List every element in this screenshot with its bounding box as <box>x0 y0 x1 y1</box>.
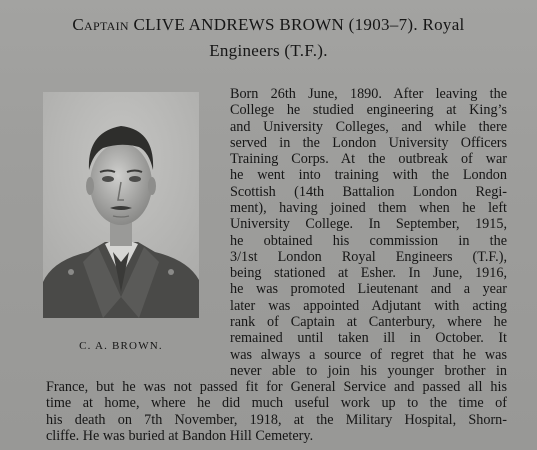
body-line-6: he went into training with the London <box>230 167 507 184</box>
body-line-12: being stationed at Esher. In June, 1916, <box>230 265 507 282</box>
body-line-9: University College. In September, 1915, <box>230 216 507 233</box>
body-line-13: he was promoted Lieutenant and a year <box>230 281 507 298</box>
body-line-22: cliffe. He was buried at Bandon Hill Cemetery. <box>46 428 314 444</box>
body-line-18: never able to join his younger brother in <box>230 362 507 379</box>
body-line-2: College he studied engineering at King’s <box>230 102 507 119</box>
body-line-20: time at home, where he did much useful work up to the time of <box>46 395 507 412</box>
heading-name: CLIVE ANDREWS BROWN (1903–7). Royal <box>133 15 465 34</box>
body-line-17: was always a source of regret that he was <box>230 346 507 363</box>
body-line-15: rank of Captain at Canterbury, where he <box>230 314 507 330</box>
body-line-21: his death on 7th November, 1918, at the Military Hospital, Shorn- <box>46 411 507 428</box>
portrait-photo <box>43 92 199 318</box>
body-line-11: 3/1st London Royal Engineers (T.F.), <box>230 248 507 265</box>
body-line-1: Born 26th June, 1890. After leaving the <box>230 86 507 102</box>
page-heading-line-2: Engineers (T.F.). <box>209 41 328 60</box>
body-line-3: and University Colleges, and while there <box>230 118 507 135</box>
body-line-4: served in the London University Officers <box>230 134 507 151</box>
body-line-10: he obtained his commission in the <box>230 232 507 249</box>
body-line-5: Training Corps. At the outbreak of war <box>230 151 507 168</box>
body-line-7: Scottish (14th Battalion London Regi- <box>230 183 507 200</box>
body-line-19: France, but he was not passed fit for General Service and passed all his <box>46 379 507 396</box>
heading-rank: Captain <box>72 15 129 34</box>
body-line-8: ment), having joined them when he left <box>230 200 507 216</box>
body-line-14: later was appointed Adjutant with acting <box>230 297 507 314</box>
body-line-16: remained until taken ill in October. It <box>230 330 507 347</box>
portrait-caption: C. A. BROWN. <box>79 340 163 352</box>
portrait-figure <box>43 92 199 318</box>
page-heading <box>0 15 537 35</box>
